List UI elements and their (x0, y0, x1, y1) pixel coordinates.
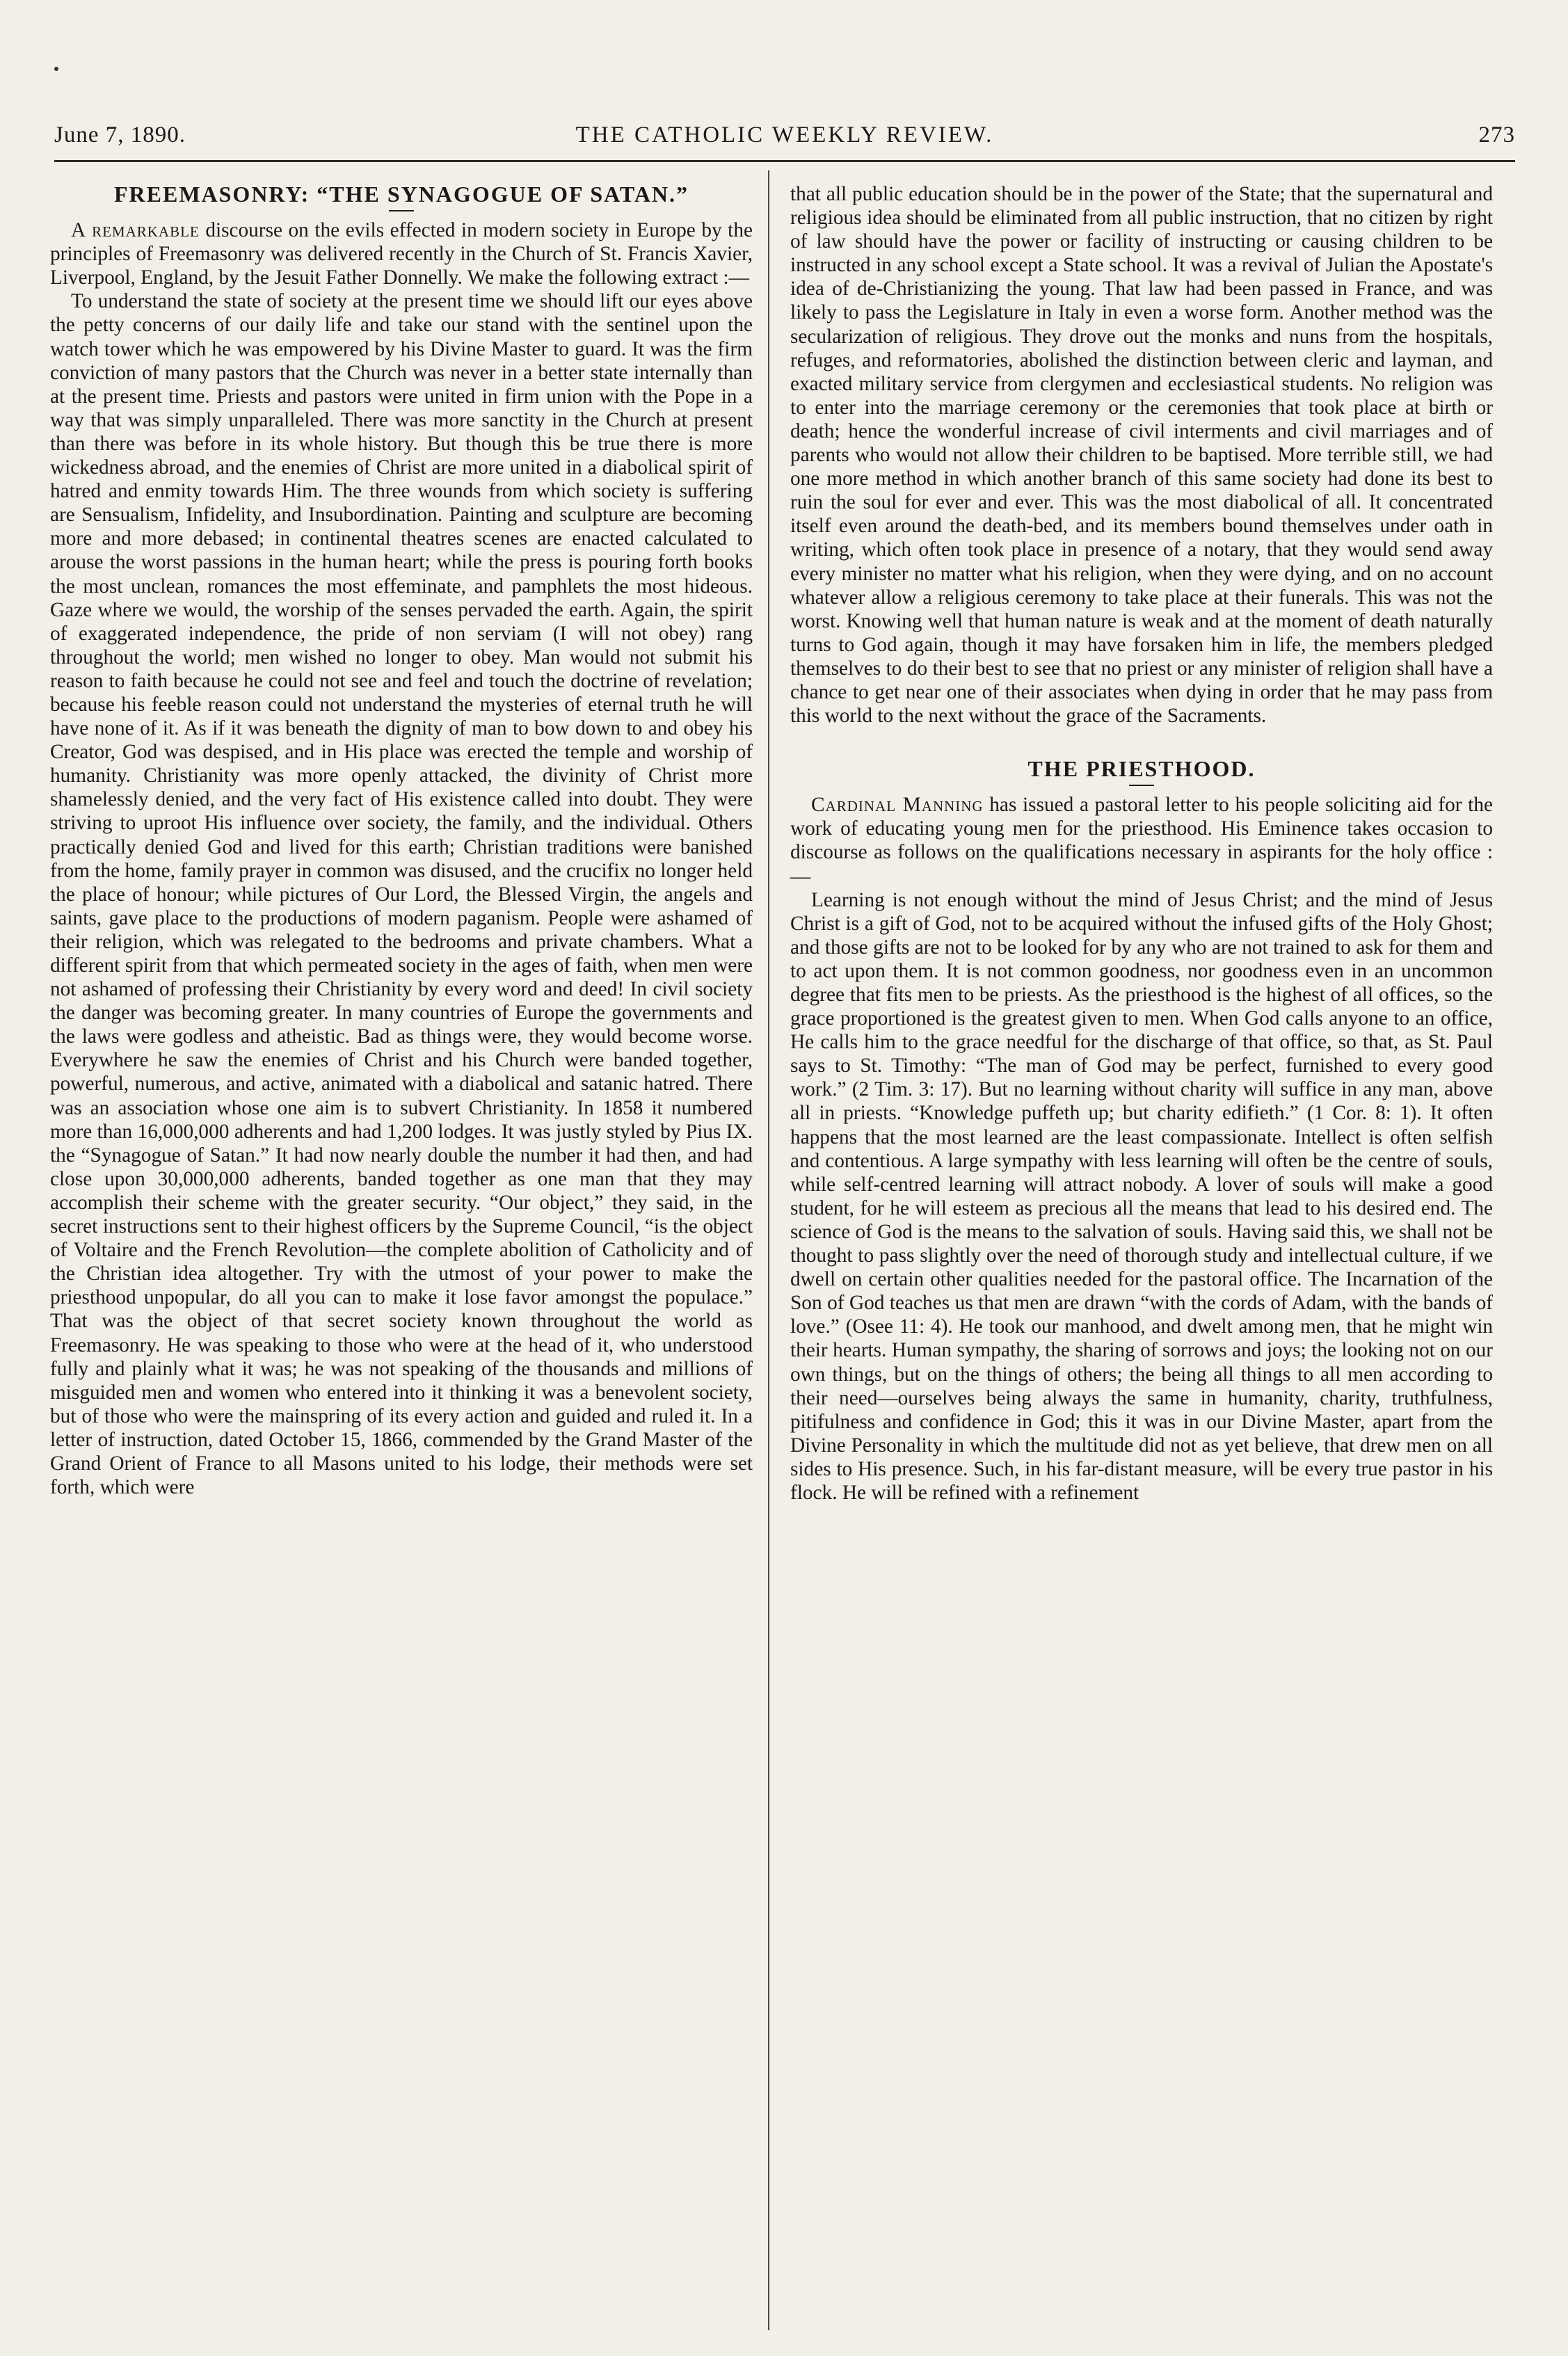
title-dash (1129, 785, 1154, 786)
header-rule (54, 160, 1515, 162)
article-body-paragraph: Learning is not enough without the mind of Jesus Christ; and the mind of Jesus Christ is a gift of God, not to be acquired without the infused gifts of the Holy Ghost; and those gifts are not to be looked for by any who are not trained to ask for them and to act upon them. It is not common goodness, nor goodness even in an uncommon degree that fits men to be priests. As the priesthood is the highest of all offices, so the grace proportioned is the greatest given to men. When God calls anyone to an office, He calls him to the grace needful for the discharge of that office, so that, as St. Paul says to St. Timothy: “The man of God may be perfect, furnished to every good work.” (2 Tim. 3: 17). But no learning without charity will suffice in any man, above all in priests. “Knowledge puffeth up; but charity edifieth.” (1 Cor. 8: 1). It often happens that the most learned are the least compassionate. Intellect is often selfish and contentious. A large sympathy with less learning will often be the centre of souls, while self-centred learning will attract nobody. A lover of souls will make a good student, for he will esteem as precious all the means that lead to his desired end. The science of God is the means to the salvation of souls. Having said this, we shall not be thought to pass slightly over the need of thorough study and intellectual culture, if we dwell on certain other qualities needed for the pastoral office. The Incarnation of the Son of God teaches us that men are drawn “with the cords of Adam, with the bands of love.” (Osee 11: 4). He took our manhood, and dwelt among men, that he might win their hearts. Human sympathy, the sharing of sorrows and joys; the looking not on our own things, but on the things of others; the being all things to all men according to their need—ourselves being always the same in humanity, charity, truthfulness, pitifulness and confidence in God; this it was in our Divine Master, apart from the Divine Personality in which the multitude did not as yet believe, that drew men on all sides to His presence. Such, in his far-distant measure, will be every true pastor in his flock. He will be refined with a refinement (790, 888, 1493, 1504)
article-title-freemasonry: FREEMASONRY: “THE SYNAGOGUE OF SATAN.” (113, 182, 689, 207)
right-column (790, 182, 1493, 1505)
ink-mark (54, 67, 58, 71)
lead-words: Cardinal Manning (811, 794, 984, 817)
intro-text: discourse on the evils effected in modern society in Europe by the principles of Freemasonry was delivered recently in the Church of St. Francis Xavier, Liverpool, England, by the Jesuit Father Donnelly. We make the following extract :— (50, 219, 753, 289)
article-body-paragraph: To understand the state of society at the present time we should lift our eyes above the petty concerns of our daily life and take our stand with the sentinel upon the watch tower which he was empowered by his Divine Master to guard. It was the firm conviction of many pastors that the Church was never in a better state internally than at the present time. Priests and pastors were united in firm union with the Pope in a way that was simply unparalleled. There was more sanctity in the Church at present than there was before in its whole history. But though this be true there is more wickedness abroad, and the enemies of Christ are more united in a diabolical spirit of hatred and enmity towards Him. The three wounds from which society is suffering are Sensualism, Infidelity, and Insubordination. Painting and sculpture are becoming more and more debased; in continental theatres scenes are enacted calculated to arouse the worst passions in the human heart; while the press is pouring forth books the most unclean, romances the most effeminate, and pamphlets the most hideous. Gaze where we would, the worship of the senses pervaded the earth. Again, the spirit of exaggerated independence, the pride of non serviam (I will not obey) rang throughout the world; men wished no longer to obey. Man would not submit his reason to faith because he could not see and feel and touch the doctrine of revelation; because his feeble reason could not understand the mysteries of eternal truth he will have none of it. As if it was beneath the dignity of man to bow down to and obey his Creator, God was despised, and in His place was erected the temple and worship of humanity. Christianity was more openly attacked, the divinity of Christ more shamelessly denied, and the very fact of His existence called into doubt. They were striving to uproot His influence over society, the family, and the individual. Others practically denied God and lived for this earth; Christian traditions were banished from the home, family prayer in common was disused, and the crucifix no longer held the place of honour; while pictures of Our Lord, the Blessed Virgin, the angels and saints, gave place to the productions of modern paganism. People were ashamed of their religion, which was relegated to the bedrooms and private chambers. What a different spirit from that which permeated society in the ages of faith, when men were not ashamed of professing their Christianity by every word and deed! In civil society the danger was becoming greater. In many countries of Europe the governments and the laws were godless and atheistic. Bad as things were, they would become worse. Everywhere he saw the enemies of Christ and his Church were banded together, powerful, numerous, and active, animated with a diabolical and satanic hatred. There was an association whose one aim is to subvert Christianity. In 1858 it numbered more than 16,000,000 adherents and had 1,200 lodges. It was justly styled by Pius IX. the “Synagogue of Satan.” It had now nearly double the number it had then, and had close upon 30,000,000 adherents, banded together as one man that they may accomplish their scheme with the greater security. “Our object,” they said, in the secret instructions sent to their highest officers by the Supreme Council, “is the object of Voltaire and the French Revolution—the complete abolition of Catholicity and of the Christian idea altogether. Try with the utmost of your power to make the priesthood unpopular, do all you can to make it lose favor amongst the populace.” That was the object of that secret society known throughout the world as Freemasonry. He was speaking to those who were at the head of it, who understood fully and plainly what it was; he was not speaking of the thousands and millions of misguided men and women who entered into it thinking it was a benevolent society, but of those who were the mainspring of its every action and guided and ruled it. In a letter of instruction, dated October 15, 1866, commended by the Grand Master of the Grand Orient of France to all Masons united to his lodge, their methods were set forth, which were (50, 290, 753, 1499)
article-intro-paragraph (50, 218, 753, 289)
article-continuation-paragraph: that all public education should be in the power of the State; that the supernatural and religious idea should be eliminated from all public instruction, that no citizen by right of law should have the power or facility of instructing or causing children to be instructed in any school except a State school. It was a revival of Julian the Apostate's idea of de-Christianizing the young. That law had been passed in France, and was likely to pass the Legislature in Italy in even a worse form. Another method was the secularization of religious. They drove out the monks and nuns from the hospitals, refuges, and reformatories, abolished the distinction between cleric and layman, and exacted military service from clergymen and ecclesiastical students. No religion was to enter into the marriage ceremony or the ceremonies that took place at birth or death; hence the wonderful increase of civil interments and civil marriages and of parents who would not allow their children to be baptised. More terrible still, we had one more method in which another branch of this same society had done its best to ruin the soul for ever and ever. This was the most diabolical of all. It concentrated itself even around the death-bed, and its members bound themselves under oath in writing, which often took place in presence of a notary, that they would send away every minister no matter what his religion, when they were dying, and on no account whatever allow a religious ceremony to take place at their funerals. This was not the worst. Knowing well that human nature is weak and at the moment of death naturally turns to God again, though it may have forsaken him in life, the members pledged themselves to do their best to see that no priest or any minister of religion shall have a chance to get near one of their associates when dying in order that he may pass from this world to the next without the grace of the Sacraments. (790, 183, 1493, 728)
publication-title: THE CATHOLIC WEEKLY REVIEW. (575, 122, 994, 147)
lead-words: A remarkable (71, 219, 200, 242)
article-title-priesthood: THE PRIESTHOOD. (1027, 756, 1256, 782)
article-priesthood (790, 757, 1493, 1505)
article-intro-paragraph (790, 793, 1493, 888)
issue-date: June 7, 1890. (54, 122, 186, 147)
title-dash (389, 210, 414, 211)
page-number: 273 (1478, 122, 1515, 147)
intro-text: has issued a pastoral letter to his people soliciting aid for the work of educating young men for the priesthood. His Eminence takes occasion to discourse as follows on the qualifications necessary in aspirants for the holy office :— (790, 794, 1493, 888)
page-header (54, 122, 1515, 153)
left-column (50, 182, 753, 1499)
column-divider (768, 170, 769, 2330)
